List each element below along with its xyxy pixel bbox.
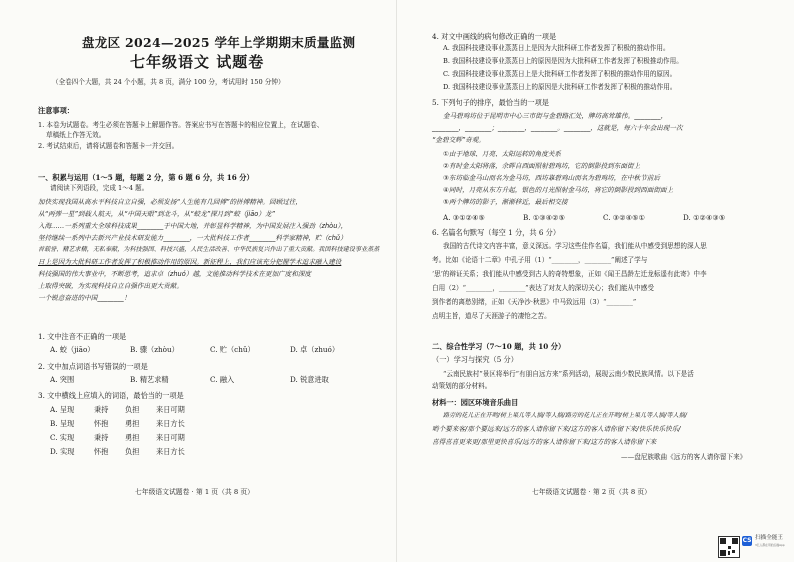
- question-4: 4. 对文中画线的病句修改正确的一项是: [432, 32, 557, 41]
- passage-line-underlined: 日上是因为大批科研工作者发挥了积极推动作用的原因。新征程上，我们应该充分把握学术追求融入建设: [38, 258, 342, 266]
- q5-text: “金碧交辉”奇观。: [432, 136, 485, 144]
- option: C. 融入: [210, 375, 235, 384]
- option: D. ①②④③⑤: [683, 213, 726, 222]
- notice-title: 注意事项：: [38, 106, 74, 115]
- section-heading: 二、综合性学习（7～10 题，共 10 分）: [432, 342, 566, 351]
- paper-title: 七年级语文 试题卷: [130, 53, 265, 71]
- section-instruction: 请阅读下列语段，完成 1～4 题。: [50, 184, 149, 192]
- option-cell: 秉持: [94, 405, 109, 414]
- option-cell: D. 实现: [50, 447, 75, 456]
- option-cell: 负担: [125, 447, 140, 456]
- material-heading: 材料一：园区环境音乐曲目: [432, 398, 519, 407]
- option-cell: 勇担: [125, 419, 140, 428]
- option: B. 我国科技建设事业蒸蒸日上的原因是因为大批科研工作者发挥了积极推动作用。: [443, 57, 683, 65]
- option: A. 蛟（jiāo）: [50, 345, 95, 354]
- q5-item: ③东坊临金马山而名为金马坊，西坊靠碧鸡山而名为碧鸡坊，在中秋节前后: [443, 174, 660, 182]
- question-2: 2. 文中加点词语书写错误的一项是: [38, 362, 148, 371]
- passage-line: 坚持继续一系列中去新兴产业技术研发能力________，一大批科技工作者________科学家精神，贮（chǔ）: [38, 234, 347, 242]
- song-lyrics: 哟个要来客/那个要远来/远方的客人请你留下来/这方的客人请你留下来/快乐快乐快乐/: [432, 425, 681, 433]
- passage-line: 一个锐意奋进的中国________！: [38, 294, 131, 302]
- qr-code-icon: [718, 536, 740, 558]
- q5-text: ________，________；________，________。________，这就是，每六十年会出现一次: [432, 124, 683, 132]
- question-1: 1. 文中注音不正确的一项是: [38, 332, 127, 341]
- option: B. 精艺求精: [130, 375, 169, 384]
- scanner-logo-icon: CS: [742, 537, 752, 544]
- song-source: ——盘尼族歌曲《远方的客人请你留下来》: [621, 453, 747, 461]
- q5-text: 金马碧鸡坊位于昆明市中心三市街与金碧路汇处，牌坊高耸雄伟。________，: [443, 112, 668, 120]
- option: A. 我国科技建设事业蒸蒸日上是因为大批科研工作者发挥了积极的推动作用。: [443, 44, 670, 52]
- q6-text: 白用（2）“________，________”表达了对友人的深切关心；我们能从中感受: [432, 284, 654, 292]
- subsection-heading: （一）学习与探究（5 分）: [432, 355, 518, 364]
- exam-page-2: [397, 0, 794, 562]
- option-cell: 来日可期: [156, 405, 185, 414]
- song-lyrics: 路旁的花儿正在开哟/树上果儿等人摘/等人摘/路旁的花儿正在开哟/树上果儿等人摘/等人摘/: [443, 412, 687, 419]
- option-cell: B. 呈现: [50, 419, 75, 428]
- scanner-watermark-sub: 3亿人都在用的扫描App: [755, 543, 785, 547]
- option-cell: 来日可期: [156, 433, 185, 442]
- notice-item: 1. 本卷为试题卷。考生必须在答题卡上解题作答。答案应书写在答题卡的相应位置上，在试题卷、: [38, 121, 324, 129]
- option-cell: 来日方长: [156, 419, 185, 428]
- option: A. ③①②④⑤: [443, 213, 485, 222]
- scanner-watermark: 扫描全能王: [755, 535, 783, 541]
- passage-line: 加快实现我国从高水平科技自立自强，必须发扬“人生能有几回搏”的拼搏精神。回顾过往，: [38, 198, 302, 206]
- option-cell: C. 实现: [50, 433, 75, 442]
- option: B. ①③④②⑤: [523, 213, 566, 222]
- notice-item: 2. 考试结束后，请将试题卷和答题卡一并交回。: [38, 142, 179, 150]
- section-text: “云南民族村”景区将举行“有朋自远方来”系列活动，展现云南少数民族风情。以下是活: [443, 370, 694, 378]
- page-footer: 七年级语文试题卷 · 第 1 页（共 8 页）: [135, 488, 254, 496]
- question-6: 6. 名篇名句默写（每空 1 分，共 6 分）: [432, 228, 561, 237]
- option-cell: A. 呈现: [50, 405, 75, 414]
- option: B. 骤（zhòu）: [130, 345, 179, 354]
- option: D. 我国科技建设事业蒸蒸日上的原因是大批科研工作者发挥了积极的推动作用。: [443, 83, 677, 91]
- section-heading: 一、积累与运用（1～5 题，每题 2 分，第 6 题 6 分，共 16 分）: [38, 173, 254, 182]
- option: A. 突围: [50, 375, 75, 384]
- q5-item: ⑤两个牌坊的影子，渐渐移近，最后相交接: [443, 198, 568, 206]
- question-5: 5. 下列句子的排序，最恰当的一项是: [432, 98, 549, 107]
- q5-item: ④同时，月亮从东方升起，银色的月光照射金马坊，将它的倒影投到西面街面上: [443, 186, 674, 194]
- q6-text: 我国的古代诗文内容丰富，意义深远。学习这些佳作名篇，我们能从中感受到思想的深人思: [443, 242, 707, 250]
- passage-line: 上取得突破，为实现科技自立自强作出更大贡献。: [38, 282, 184, 290]
- option: C. 我国科技建设事业蒸蒸日上是大批科研工作者发挥了积极的推动作用的原因。: [443, 70, 677, 78]
- option-cell: 勇担: [125, 433, 140, 442]
- option-cell: 来日方长: [156, 447, 185, 456]
- option: D. 卓（zhuó）: [290, 345, 340, 354]
- passage-line: 入海……一系列重大全球科技成果________于中国大地，并彰显科学精神，为中国发展注入强劲（zhòu），: [38, 222, 348, 230]
- option-cell: 负担: [125, 405, 140, 414]
- q6-text: ‘思’的辩证关系；我们能从中感受到古人的奇特想象，正如《闻王昌龄左迁龙标遥有此寄》中李: [432, 270, 707, 278]
- option: C. 贮（chǔ）: [210, 345, 255, 354]
- question-3: 3. 文中横线上应填入的词语，最恰当的一项是: [38, 391, 184, 400]
- passage-line: 科技强国的伟大事业中，不断思考，追求卓（zhuó）越，文能推动科学技术在更加广度和深度: [38, 270, 312, 278]
- exam-meta: （全卷四个大题，共 24 个小题，共 8 页，满分 100 分，考试用时 150 分钟）: [52, 78, 285, 86]
- page-footer: 七年级语文试题卷 · 第 2 页（共 8 页）: [532, 488, 651, 496]
- option: D. 锐意进取: [290, 375, 329, 384]
- exam-title: 盘龙区 2024—2025 学年上学期期末质量监测: [82, 35, 356, 50]
- option-cell: 秉持: [94, 433, 109, 442]
- q6-text: 考。比如《论语十二章》中孔子用（1）“________，________”阐述了学与: [432, 256, 648, 264]
- q5-item: ②有时金太阳将落，余晖自西面照射碧鸡坊，它的倒影投到东面街上: [443, 162, 641, 170]
- notice-item: 草稿纸上作答无效。: [46, 131, 106, 139]
- q6-text: 点明主旨，道尽了天涯游子的凄怆之苦。: [432, 312, 551, 320]
- option-cell: 怀抱: [94, 447, 109, 456]
- option: C. ③②④⑤①: [603, 213, 646, 222]
- section-text: 动策划的部分材料。: [432, 382, 492, 390]
- passage-line: 首载誉、精艺求精，无私奉献，为科技强国、科技兴盛，人民生活改善、中华民族复兴作出了重大贡献。我国科技建设事业蒸蒸: [38, 246, 380, 253]
- q6-text: 到作者的离愁别绪，正如《天净沙·秋思》中马致远用（3）“________”: [432, 298, 637, 306]
- q5-item: ①由于地球、月亮、太阳运转的角度关系: [443, 150, 562, 158]
- passage-line: 从“两弹一星”到载人航天，从“中国天眼”到北斗，从“蛟龙”探月到“蛟（jiāo）龙”: [38, 210, 275, 218]
- option-cell: 怀抱: [94, 419, 109, 428]
- song-lyrics: 喜得喜喜更来更/那里更快喜乐/远方的客人请你留下来/这方的客人请你留下来: [432, 438, 657, 446]
